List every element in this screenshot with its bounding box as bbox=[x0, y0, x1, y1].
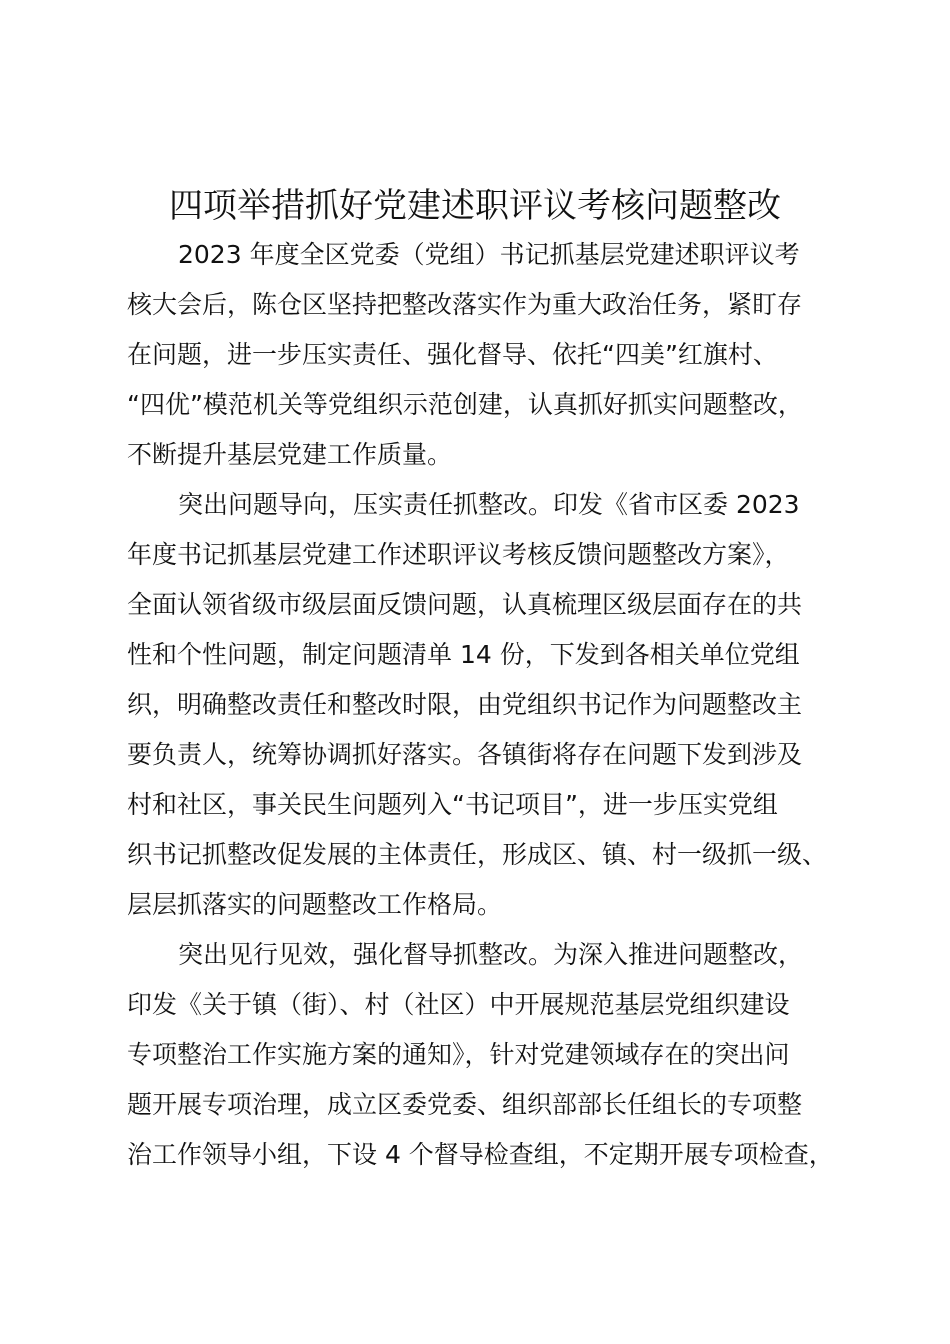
paragraph-3-line-1: 突出见行见效，强化督导抓整改。为深入推进问题整改， bbox=[178, 940, 804, 969]
paragraph-2-line-4: 性和个性问题，制定问题清单 14 份，下发到各相关单位党组 bbox=[127, 640, 800, 669]
paragraph-2-line-3: 全面认领省级市级层面反馈问题，认真梳理区级层面存在的共 bbox=[127, 590, 803, 619]
paragraph-3-line-5: 治工作领导小组，下设 4 个督导检查组，不定期开展专项检查， bbox=[127, 1140, 834, 1169]
paragraph-3-line-3: 专项整治工作实施方案的通知》，针对党建领域存在的突出问 bbox=[127, 1040, 790, 1069]
paragraph-2-line-6: 要负责人，统筹协调抓好落实。各镇街将存在问题下发到涉及 bbox=[127, 740, 803, 769]
paragraph-3-line-4: 题开展专项治理，成立区委党委、组织部部长任组长的专项整 bbox=[127, 1090, 803, 1119]
paragraph-1-line-2: 核大会后，陈仓区坚持把整改落实作为重大政治任务，紧盯存 bbox=[127, 290, 803, 319]
paragraph-1-line-1: 2023 年度全区党委（党组）书记抓基层党建述职评议考 bbox=[178, 240, 800, 269]
paragraph-2-line-9: 层层抓落实的问题整改工作格局。 bbox=[127, 890, 503, 919]
paragraph-2-line-2: 年度书记抓基层党建工作述职评议考核反馈问题整改方案》， bbox=[127, 540, 790, 569]
paragraph-3-line-2: 印发《关于镇（街）、村（社区）中开展规范基层党组织建设 bbox=[127, 990, 790, 1019]
paragraph-2-line-7: 村和社区，事关民生问题列入“书记项目”，进一步压实党组 bbox=[127, 790, 778, 819]
paragraph-1-line-3: 在问题，进一步压实责任、强化督导、依托“四美”红旗村、 bbox=[127, 340, 778, 369]
document-title: 四项举措抓好党建述职评议考核问题整改 bbox=[169, 186, 781, 226]
paragraph-2-line-1: 突出问题导向，压实责任抓整改。印发《省市区委 2023 bbox=[178, 490, 800, 519]
paragraph-1-line-4: “四优”模范机关等党组织示范创建，认真抓好抓实问题整改， bbox=[127, 390, 803, 419]
paragraph-2-line-8: 织书记抓整改促发展的主体责任，形成区、镇、村一级抓一级、 bbox=[127, 840, 828, 869]
paragraph-1-line-5: 不断提升基层党建工作质量。 bbox=[127, 440, 453, 469]
paragraph-2-line-5: 织，明确整改责任和整改时限，由党组织书记作为问题整改主 bbox=[127, 690, 803, 719]
